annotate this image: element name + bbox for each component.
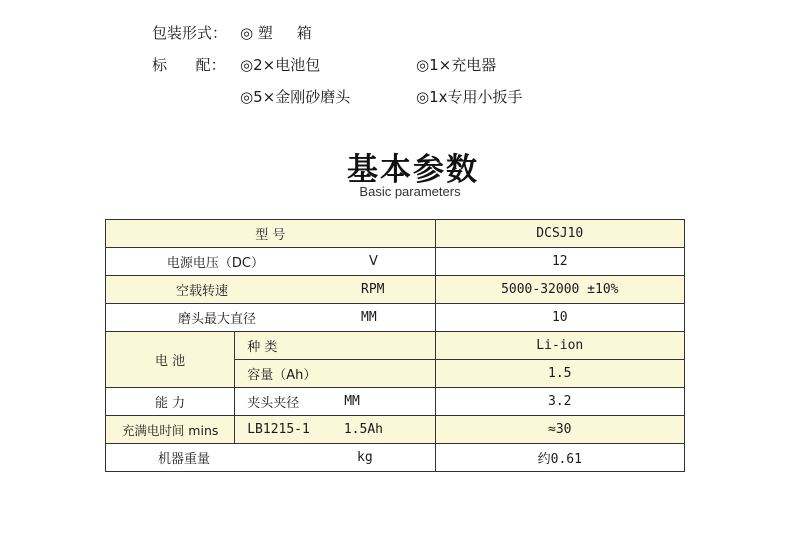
battery-label: 电 池 — [106, 332, 235, 388]
table-row-chuck — [106, 388, 685, 416]
standard-label: 标 配： — [152, 56, 226, 74]
speed-value: 5000-32000 ±10% — [435, 276, 684, 304]
capacity-label: 能 力 — [106, 388, 235, 416]
packaging-label: 包装形式： — [152, 24, 228, 42]
chuck-value: 3.2 — [435, 388, 684, 416]
charge-battery-capacity: 1.5Ah — [343, 422, 383, 437]
chuck-unit: MM — [344, 394, 360, 409]
battery-type-label: 种 类 — [235, 332, 435, 360]
model-label: 型 号 — [106, 220, 436, 248]
charge-time-value: ≈30 — [435, 416, 684, 444]
section-title: 基本参数 — [347, 152, 479, 188]
table-row-battery-type — [106, 332, 685, 360]
head-diameter-label: 磨头最大直径 — [177, 312, 256, 327]
speed-label: 空载转速 — [175, 284, 228, 299]
spec-table — [105, 219, 685, 472]
table-row-weight — [106, 444, 685, 472]
speed-unit: RPM — [361, 282, 385, 297]
weight-unit: kg — [357, 450, 373, 465]
table-row-voltage — [106, 248, 685, 276]
standard-item-wrench: ◎1x专用小扳手 — [416, 88, 523, 106]
table-row-head-diameter — [106, 304, 685, 332]
charge-battery-model: LB1215-1 — [247, 422, 310, 437]
standard-item-grinding-heads: ◎5×金刚砂磨头 — [240, 88, 351, 106]
table-row-model — [106, 220, 685, 248]
standard-item-battery: ◎2×电池包 — [240, 56, 321, 74]
model-value: DCSJ10 — [435, 220, 684, 248]
voltage-unit: V — [369, 254, 378, 269]
voltage-label: 电源电压（DC） — [166, 256, 264, 271]
packaging-value: ◎ 塑 箱 — [240, 24, 312, 42]
head-diameter-value: 10 — [435, 304, 684, 332]
weight-value: 约0.61 — [435, 444, 684, 472]
section-subtitle: Basic parameters — [359, 184, 461, 199]
chuck-label: 夹头夹径 — [247, 396, 300, 411]
table-row-speed — [106, 276, 685, 304]
battery-capacity-label: 容量（Ah） — [235, 360, 435, 388]
weight-label: 机器重量 — [157, 452, 210, 467]
head-diameter-unit: MM — [361, 310, 377, 325]
charge-time-label: 充满电时间 mins — [106, 416, 235, 444]
voltage-value: 12 — [435, 248, 684, 276]
standard-item-charger: ◎1×充电器 — [416, 56, 497, 74]
table-row-charge-time — [106, 416, 685, 444]
battery-capacity-value: 1.5 — [435, 360, 684, 388]
battery-type-value: Li-ion — [435, 332, 684, 360]
